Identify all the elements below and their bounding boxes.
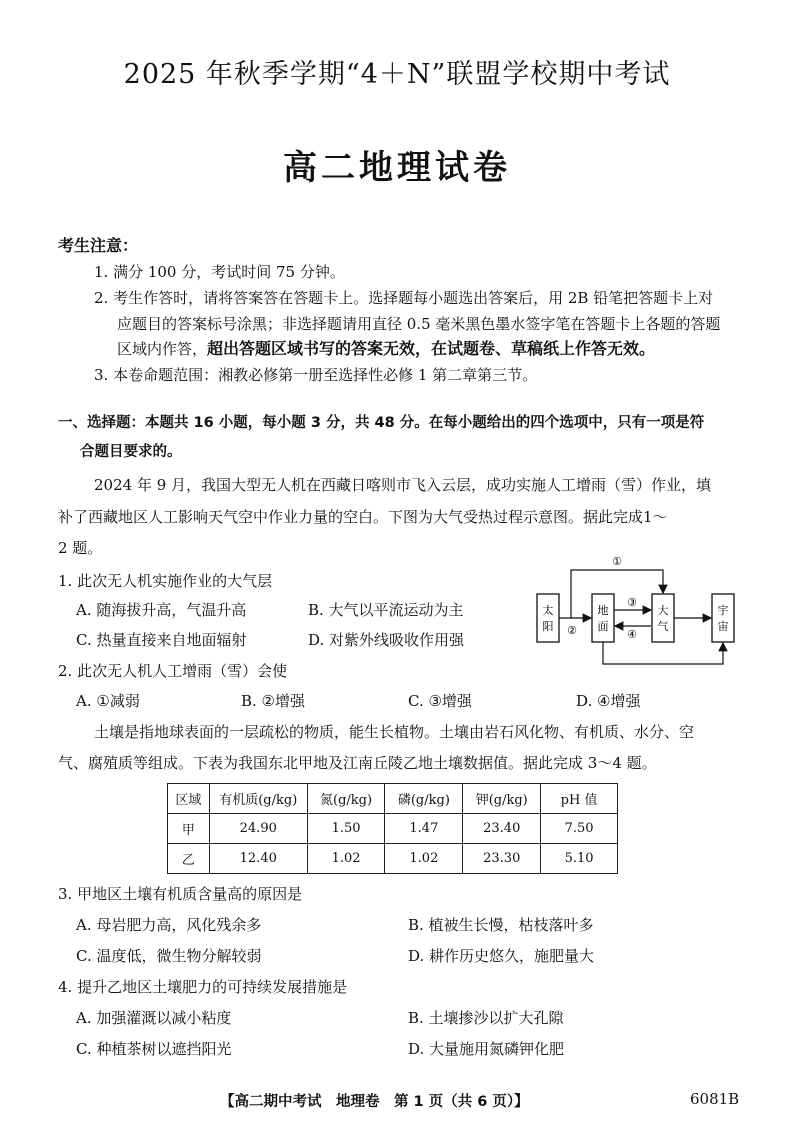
question-4-option-a: A. 加强灌溉以减小粘度 <box>76 1009 232 1027</box>
table-row <box>168 814 618 844</box>
notice-item-2-line-3-normal: 区域内作答， <box>117 340 208 358</box>
question-2-option-c: C. ③增强 <box>408 692 472 710</box>
notice-warning: 超出答题区域书写的答案无效，在试题卷、草稿纸上作答无效。 <box>207 339 656 358</box>
sun-label-2: 阳 <box>542 620 554 633</box>
table-cell: 1.47 <box>385 814 463 844</box>
notice-item-2-line-1: 2. 考生作答时，请将答案答在答题卡上。选择题每小题选出答案后，用 2B 铅笔把答题卡上对 <box>94 289 714 307</box>
arrow-4-label: ④ <box>627 628 637 641</box>
space-label-1: 宇 <box>717 604 729 617</box>
table-cell: 1.02 <box>385 844 463 874</box>
notice-item-2-line-3 <box>117 339 655 359</box>
sun-box <box>537 594 559 642</box>
question-2-option-a: A. ①减弱 <box>76 692 140 710</box>
question-3-option-c: C. 温度低，微生物分解较弱 <box>76 947 262 965</box>
atmosphere-label-1: 大 <box>657 604 669 617</box>
ground-label-1: 地 <box>597 604 609 617</box>
table-cell: 24.90 <box>209 814 307 844</box>
arrow-1-label: ① <box>612 555 622 568</box>
question-2-option-d: D. ④增强 <box>576 692 641 710</box>
space-label-2: 宙 <box>717 620 729 633</box>
question-1-option-c: C. 热量直接来自地面辐射 <box>76 631 247 649</box>
question-1-option-b: B. 大气以平流运动为主 <box>308 601 464 619</box>
question-3-option-b: B. 植被生长慢，枯枝落叶多 <box>408 916 594 934</box>
atmosphere-box <box>652 594 674 642</box>
question-4-option-c: C. 种植茶树以遮挡阳光 <box>76 1040 232 1058</box>
arrow-ground-to-space <box>603 642 723 664</box>
subject-title: 高二地理试卷 <box>283 148 511 188</box>
passage-1-line-2: 补了西藏地区人工影响天气空中作业力量的空白。下图为大气受热过程示意图。据此完成1～ <box>58 508 668 526</box>
question-3-stem: 3. 甲地区土壤有机质含量高的原因是 <box>58 885 303 903</box>
question-4-option-b: B. 土壤掺沙以扩大孔隙 <box>408 1009 564 1027</box>
arrow-2-label: ② <box>567 624 577 637</box>
table-header-cell: 氮(g/kg) <box>307 784 385 814</box>
ground-box <box>592 594 614 642</box>
sun-label-1: 太 <box>542 604 554 617</box>
table-cell: 甲 <box>168 814 210 844</box>
question-4-option-d: D. 大量施用氮磷钾化肥 <box>408 1040 565 1058</box>
table-header-cell: 磷(g/kg) <box>385 784 463 814</box>
question-3-option-a: A. 母岩肥力高，风化残余多 <box>76 916 262 934</box>
section-1-heading-line-2: 合题目要求的。 <box>80 444 182 460</box>
question-2-option-b: B. ②增强 <box>241 692 306 710</box>
table-header-cell: 区域 <box>168 784 210 814</box>
notice-item-3: 3. 本卷命题范围：湘教必修第一册至选择性必修 1 第二章第三节。 <box>94 366 538 384</box>
atmosphere-heating-diagram <box>525 552 750 682</box>
atmosphere-label-2: 气 <box>657 620 669 633</box>
table-cell: 1.02 <box>307 844 385 874</box>
table-cell: 5.10 <box>541 844 618 874</box>
paper-code: 6081B <box>690 1090 740 1108</box>
table-header-cell: pH 值 <box>541 784 618 814</box>
table-header-cell: 钾(g/kg) <box>463 784 541 814</box>
table-cell: 23.40 <box>463 814 541 844</box>
passage-1-line-3: 2 题。 <box>58 539 103 557</box>
exam-title: 2025 年秋季学期“4＋N”联盟学校期中考试 <box>123 59 671 90</box>
ground-label-2: 面 <box>597 620 609 633</box>
question-4-stem: 4. 提升乙地区土壤肥力的可持续发展措施是 <box>58 978 348 996</box>
passage-2-line-2: 气、腐殖质等组成。下表为我国东北甲地及江南丘陵乙地土壤数据值。据此完成 3～4 题。 <box>58 754 657 772</box>
notice-heading: 考生注意： <box>58 236 139 255</box>
question-1-option-d: D. 对紫外线吸收作用强 <box>308 631 465 649</box>
table-header-row <box>168 784 618 814</box>
notice-item-1: 1. 满分 100 分，考试时间 75 分钟。 <box>94 263 345 281</box>
table-cell: 7.50 <box>541 814 618 844</box>
section-1-heading-line-1: 一、选择题：本题共 16 小题，每小题 3 分，共 48 分。在每小题给出的四个选项中，只有一项是符 <box>58 415 705 431</box>
table-cell: 乙 <box>168 844 210 874</box>
passage-2-line-1: 土壤是指地球表面的一层疏松的物质，能生长植物。土壤由岩石风化物、有机质、水分、空 <box>94 723 695 741</box>
question-1-option-a: A. 随海拔升高，气温升高 <box>76 601 247 619</box>
passage-1-line-1: 2024 年 9 月，我国大型无人机在西藏日喀则市飞入云层，成功实施人工增雨（雪）作业，填 <box>94 476 712 494</box>
question-1-stem: 1. 此次无人机实施作业的大气层 <box>58 572 273 590</box>
arrow-1 <box>571 570 663 618</box>
question-3-option-d: D. 耕作历史悠久，施肥量大 <box>408 947 595 965</box>
table-cell: 1.50 <box>307 814 385 844</box>
notice-item-2-line-2: 应题目的答案标号涂黑；非选择题请用直径 0.5 毫米黑色墨水签字笔在答题卡上各题的答题 <box>117 315 721 333</box>
question-2-stem: 2. 此次无人机人工增雨（雪）会使 <box>58 662 288 680</box>
table-row <box>168 844 618 874</box>
table-header-cell: 有机质(g/kg) <box>209 784 307 814</box>
table-cell: 12.40 <box>209 844 307 874</box>
arrow-3-label: ③ <box>627 596 637 609</box>
table-cell: 23.30 <box>463 844 541 874</box>
page-footer-info: 【高二期中考试 地理卷 第 1 页（共 6 页）】 <box>220 1094 529 1110</box>
soil-data-table <box>167 783 618 874</box>
space-box <box>712 594 734 642</box>
